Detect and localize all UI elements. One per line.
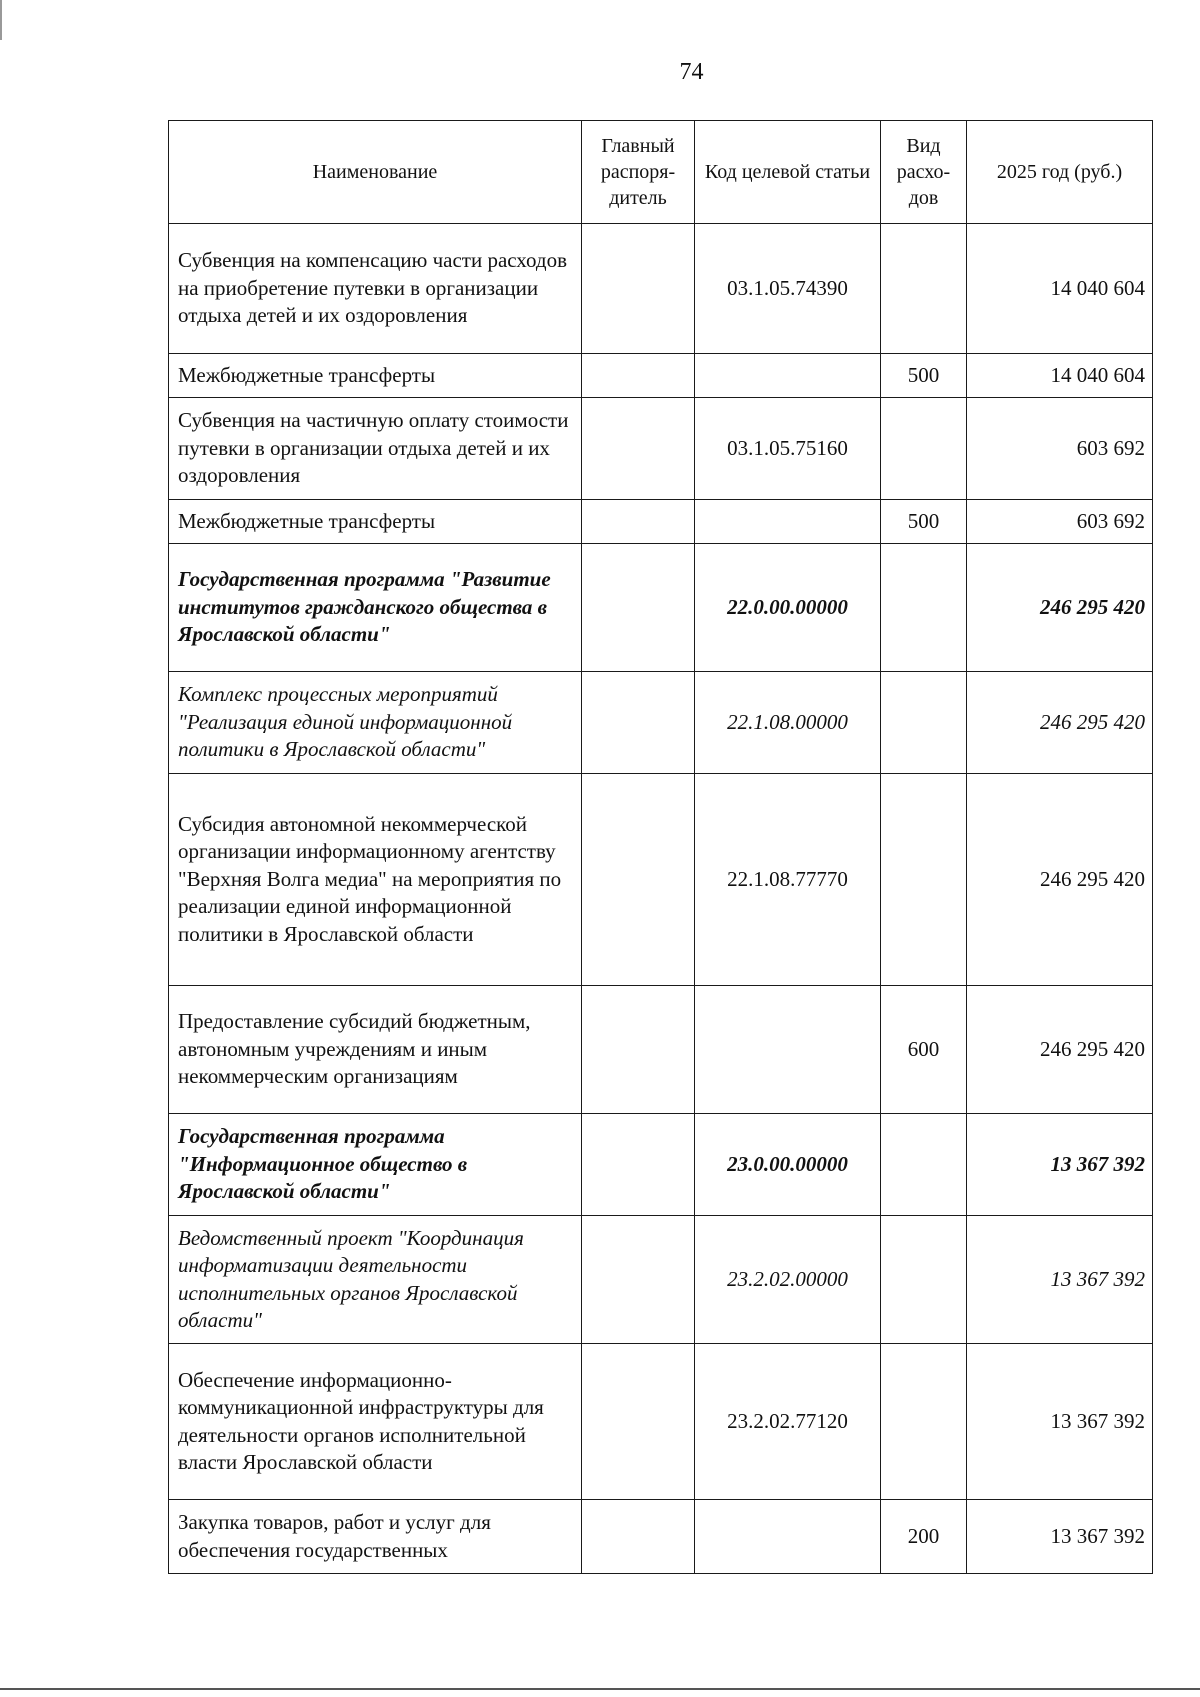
cell-amount: 13 367 392: [967, 1344, 1153, 1500]
cell-kind: [881, 544, 967, 672]
cell-amount: 603 692: [967, 500, 1153, 544]
cell-kind: [881, 672, 967, 774]
cell-amount: 13 367 392: [967, 1500, 1153, 1574]
cell-amount: 13 367 392: [967, 1114, 1153, 1216]
cell-manager: [582, 1500, 695, 1574]
cell-code: [695, 1500, 881, 1574]
page-bottom-rule: [0, 1688, 1200, 1690]
cell-kind: [881, 1344, 967, 1500]
table-row: [169, 1216, 1153, 1344]
cell-manager: [582, 1344, 695, 1500]
cell-name: Закупка товаров, работ и услуг для обеспечения государственных: [169, 1500, 582, 1574]
cell-amount: 14 040 604: [967, 224, 1153, 354]
cell-code: 22.1.08.00000: [695, 672, 881, 774]
table-row: [169, 500, 1153, 544]
scan-edge-mark: [0, 0, 2, 40]
table-body: [169, 224, 1153, 1574]
cell-name: Комплекс процессных мероприятий "Реализация единой информационной политики в Ярославской области": [169, 672, 582, 774]
table-header-row: [169, 121, 1153, 224]
table-row: [169, 672, 1153, 774]
cell-name: Предоставление субсидий бюджетным, автономным учреждениям и иным некоммерческим организациям: [169, 986, 582, 1114]
page-number: 74: [679, 59, 704, 85]
cell-manager: [582, 1216, 695, 1344]
table-row: [169, 986, 1153, 1114]
cell-name: Межбюджетные трансферты: [169, 500, 582, 544]
budget-table: [168, 120, 1153, 1574]
cell-name: Обеспечение информационно-коммуникационной инфраструктуры для деятельности органов исполнительной власти Ярославской области: [169, 1344, 582, 1500]
cell-manager: [582, 672, 695, 774]
header-amount: 2025 год (руб.): [967, 121, 1153, 224]
cell-kind: [881, 224, 967, 354]
header-kind: Вид расхо-дов: [881, 121, 967, 224]
cell-kind: [881, 774, 967, 986]
cell-amount: 246 295 420: [967, 774, 1153, 986]
header-code: Код целевой статьи: [695, 121, 881, 224]
cell-code: 03.1.05.74390: [695, 224, 881, 354]
cell-manager: [582, 774, 695, 986]
table-row: [169, 1344, 1153, 1500]
cell-manager: [582, 398, 695, 500]
table-row: [169, 544, 1153, 672]
cell-name: Межбюджетные трансферты: [169, 354, 582, 398]
cell-kind: 500: [881, 500, 967, 544]
cell-amount: 246 295 420: [967, 544, 1153, 672]
cell-code: 23.0.00.00000: [695, 1114, 881, 1216]
cell-kind: 500: [881, 354, 967, 398]
header-name: Наименование: [169, 121, 582, 224]
cell-amount: 13 367 392: [967, 1216, 1153, 1344]
cell-manager: [582, 354, 695, 398]
cell-code: 23.2.02.00000: [695, 1216, 881, 1344]
cell-manager: [582, 986, 695, 1114]
cell-code: 03.1.05.75160: [695, 398, 881, 500]
cell-manager: [582, 1114, 695, 1216]
cell-name: Государственная программа "Развитие институтов гражданского общества в Ярославской области": [169, 544, 582, 672]
cell-amount: 603 692: [967, 398, 1153, 500]
table-row: [169, 398, 1153, 500]
cell-name: Субвенция на компенсацию части расходов на приобретение путевки в организации отдыха детей и их оздоровления: [169, 224, 582, 354]
cell-name: Субвенция на частичную оплату стоимости путевки в организации отдыха детей и их оздоровления: [169, 398, 582, 500]
cell-code: 23.2.02.77120: [695, 1344, 881, 1500]
header-manager: Главный распоря-дитель: [582, 121, 695, 224]
table-row: [169, 224, 1153, 354]
cell-kind: [881, 398, 967, 500]
table-row: [169, 774, 1153, 986]
cell-amount: 246 295 420: [967, 986, 1153, 1114]
budget-table-container: [168, 120, 1152, 1574]
cell-kind: 600: [881, 986, 967, 1114]
cell-code: 22.1.08.77770: [695, 774, 881, 986]
cell-kind: [881, 1216, 967, 1344]
cell-code: [695, 986, 881, 1114]
cell-name: Государственная программа "Информационное общество в Ярославской области": [169, 1114, 582, 1216]
cell-name: Ведомственный проект "Координация информатизации деятельности исполнительных органов Ярославской области": [169, 1216, 582, 1344]
cell-manager: [582, 544, 695, 672]
cell-kind: [881, 1114, 967, 1216]
cell-kind: 200: [881, 1500, 967, 1574]
cell-name: Субсидия автономной некоммерческой организации информационному агентству "Верхняя Волга медиа" на мероприятия по реализации единой информационной политики в Ярославской области: [169, 774, 582, 986]
cell-amount: 246 295 420: [967, 672, 1153, 774]
cell-amount: 14 040 604: [967, 354, 1153, 398]
cell-manager: [582, 224, 695, 354]
cell-manager: [582, 500, 695, 544]
table-row: [169, 1500, 1153, 1574]
cell-code: [695, 500, 881, 544]
cell-code: [695, 354, 881, 398]
table-row: [169, 1114, 1153, 1216]
cell-code: 22.0.00.00000: [695, 544, 881, 672]
table-row: [169, 354, 1153, 398]
